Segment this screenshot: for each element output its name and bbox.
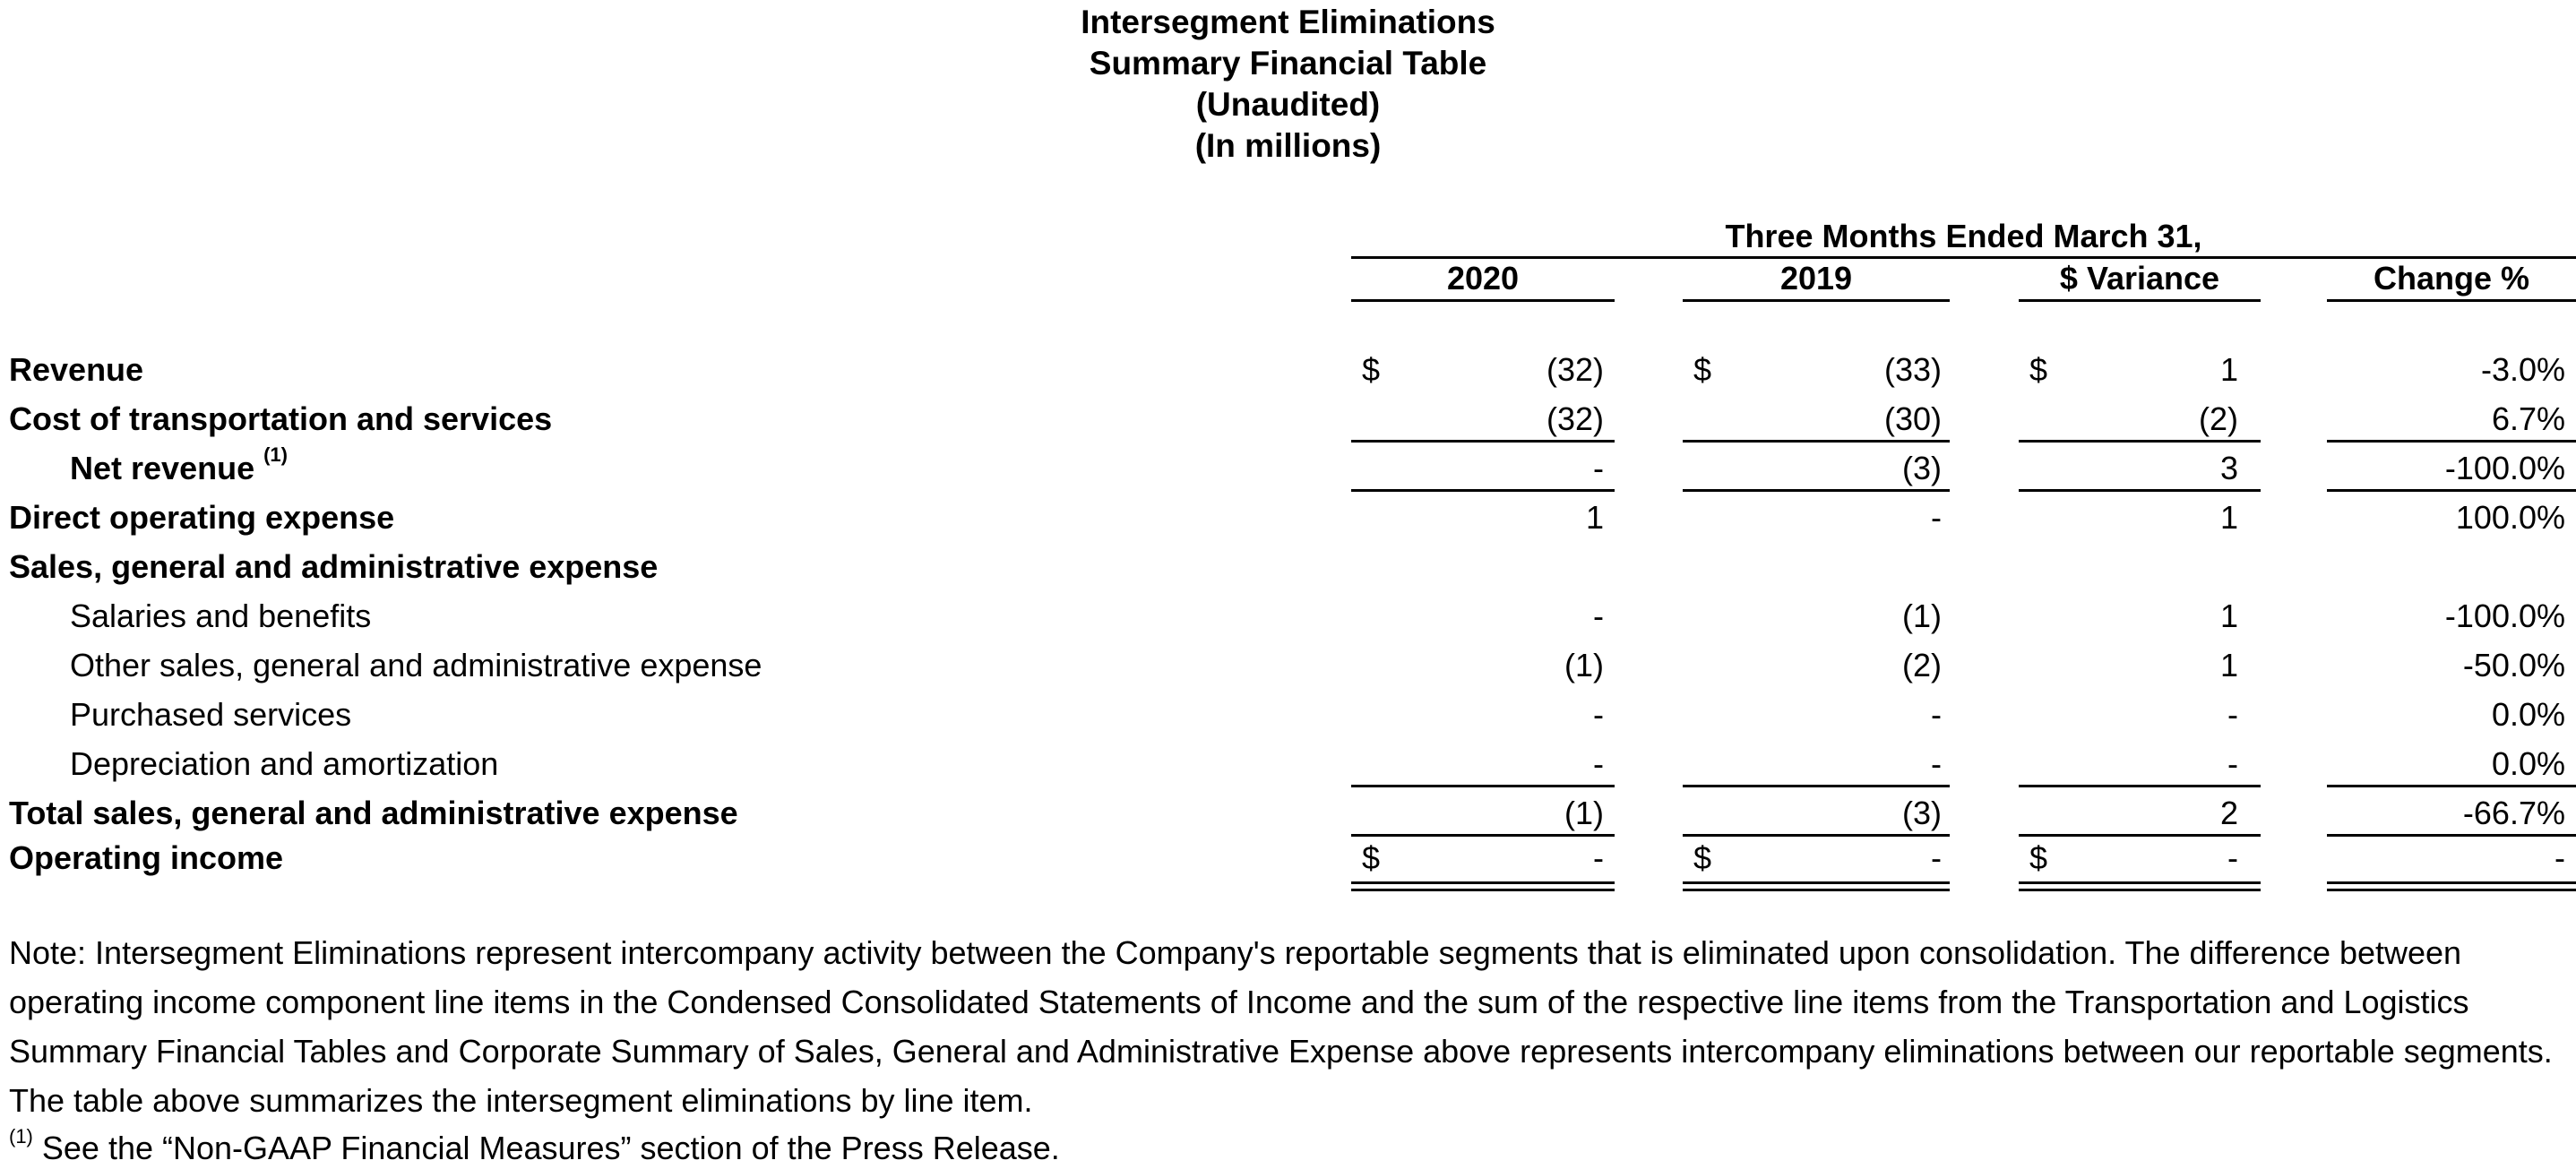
subtotal-rule	[2327, 785, 2576, 787]
subtotal-rule	[2327, 489, 2576, 492]
value-2019: (1)	[1902, 597, 1942, 634]
value-variance: (2)	[2199, 400, 2238, 437]
value-change-pct: 0.0%	[2491, 696, 2565, 733]
table-row-depreciation	[0, 739, 2576, 788]
total-double-rule	[1683, 881, 1950, 891]
currency-symbol: $	[1693, 839, 1712, 876]
subtotal-rule	[1683, 440, 1950, 443]
currency-symbol: $	[1362, 351, 1381, 388]
value-2020: (32)	[1546, 400, 1604, 437]
total-double-rule	[1351, 881, 1615, 891]
total-double-rule	[2019, 881, 2261, 891]
table-row-total-sga	[0, 788, 2576, 838]
table-row-direct-operating-expense	[0, 493, 2576, 542]
row-label: Purchased services	[70, 696, 352, 733]
footnote-marker: (1)	[263, 443, 288, 466]
value-change-pct: -100.0%	[2444, 450, 2565, 486]
subtotal-rule	[1351, 440, 1615, 443]
column-header-variance: $ Variance	[2059, 260, 2220, 297]
table-row-net-revenue	[0, 443, 2576, 493]
row-label: Sales, general and administrative expense	[9, 548, 659, 585]
report-titles	[0, 0, 2576, 167]
row-label: Salaries and benefits	[70, 597, 372, 634]
value-2020: -	[1593, 450, 1604, 486]
row-label: Operating income	[9, 839, 284, 876]
value-2020: -	[1593, 696, 1604, 733]
total-double-rule	[2327, 881, 2576, 891]
value-2020: -	[1593, 839, 1604, 876]
subtotal-rule	[2019, 489, 2261, 492]
column-header-2019: 2019	[1779, 260, 1853, 297]
row-label-text: Net revenue	[70, 450, 255, 486]
value-change-pct: -100.0%	[2444, 597, 2565, 634]
value-variance: 1	[2219, 351, 2238, 388]
row-label: Total sales, general and administrative expense	[9, 795, 738, 831]
row-label: Depreciation and amortization	[70, 745, 499, 782]
table-row-cost-of-transportation	[0, 394, 2576, 443]
value-2020: 1	[1585, 499, 1604, 536]
value-variance: -	[2227, 696, 2238, 733]
value-variance: 1	[2219, 647, 2238, 683]
value-2019: (30)	[1883, 400, 1942, 437]
column-underline	[1683, 299, 1950, 302]
period-underline	[1351, 256, 2576, 259]
footnote	[9, 1125, 1060, 1168]
value-2019: (33)	[1883, 351, 1942, 388]
subtotal-rule	[2327, 440, 2576, 443]
value-2020: (1)	[1564, 795, 1604, 831]
value-variance: 3	[2219, 450, 2238, 486]
report-subtitle: Summary Financial Table	[1089, 45, 1487, 82]
value-2019: -	[1931, 745, 1942, 782]
row-label	[70, 443, 288, 493]
value-change-pct: -66.7%	[2462, 795, 2565, 831]
value-2019: (2)	[1902, 647, 1942, 683]
value-2020: -	[1593, 597, 1604, 634]
footnote-text: See the “Non-GAAP Financial Measures” section of the Press Release.	[32, 1130, 1060, 1166]
row-label: Cost of transportation and services	[9, 400, 553, 437]
table-row-revenue	[0, 345, 2576, 394]
table-row-operating-income	[0, 835, 2576, 881]
subtotal-rule	[1683, 785, 1950, 787]
report-title: Intersegment Eliminations	[1081, 4, 1495, 40]
value-change-pct: 6.7%	[2491, 400, 2565, 437]
column-underline	[2019, 299, 2261, 302]
value-variance: 1	[2219, 597, 2238, 634]
subtotal-rule	[2019, 440, 2261, 443]
currency-symbol: $	[2029, 839, 2048, 876]
currency-symbol: $	[2029, 351, 2048, 388]
audit-status: (Unaudited)	[1195, 86, 1381, 123]
column-header-change-pct: Change %	[2373, 260, 2530, 297]
value-variance: -	[2227, 745, 2238, 782]
row-label: Revenue	[9, 351, 144, 388]
value-2019: (3)	[1902, 795, 1942, 831]
value-change-pct: 0.0%	[2491, 745, 2565, 782]
table-row-salaries-and-benefits	[0, 591, 2576, 640]
subtotal-rule	[1683, 489, 1950, 492]
table-row-purchased-services	[0, 690, 2576, 739]
table-row-sga-header	[0, 542, 2576, 591]
value-change-pct: -	[2554, 839, 2565, 876]
footnote-marker: (1)	[9, 1125, 33, 1148]
value-2019: -	[1931, 839, 1942, 876]
row-label: Direct operating expense	[9, 499, 395, 536]
value-change-pct: -3.0%	[2480, 351, 2565, 388]
value-2019: (3)	[1902, 450, 1942, 486]
value-variance: 1	[2219, 499, 2238, 536]
row-label: Other sales, general and administrative expense	[70, 647, 762, 683]
table-row-other-sga	[0, 640, 2576, 690]
explanatory-note: Note: Intersegment Eliminations represent intercompany activity between the Company's reportable segments that is eliminated upon consolidation. The difference between operating income component line items in the Condensed Consolidated Statements of Income and the sum of the respective line items from the Transportation and Logistics Summary Financial Tables and Corporate Summary of Sales, General and Administrative Expense above represents intercompany eliminations between our reportable segments. The table above summarizes the intersegment eliminations by line item.	[9, 934, 2553, 1119]
value-change-pct: 100.0%	[2455, 499, 2565, 536]
period-header: Three Months Ended March 31,	[1725, 218, 2202, 254]
subtotal-rule	[1351, 489, 1615, 492]
value-2019: -	[1931, 696, 1942, 733]
value-change-pct: -50.0%	[2462, 647, 2565, 683]
column-underline	[2327, 299, 2576, 302]
subtotal-rule	[2019, 785, 2261, 787]
subtotal-rule	[1351, 785, 1615, 787]
units-note: (In millions)	[1194, 127, 1382, 164]
value-variance: 2	[2219, 795, 2238, 831]
value-variance: -	[2227, 839, 2238, 876]
column-underline	[1351, 299, 1615, 302]
column-header-2020: 2020	[1446, 260, 1520, 297]
currency-symbol: $	[1362, 839, 1381, 876]
value-2020: (32)	[1546, 351, 1604, 388]
currency-symbol: $	[1693, 351, 1712, 388]
value-2019: -	[1931, 499, 1942, 536]
value-2020: (1)	[1564, 647, 1604, 683]
value-2020: -	[1593, 745, 1604, 782]
